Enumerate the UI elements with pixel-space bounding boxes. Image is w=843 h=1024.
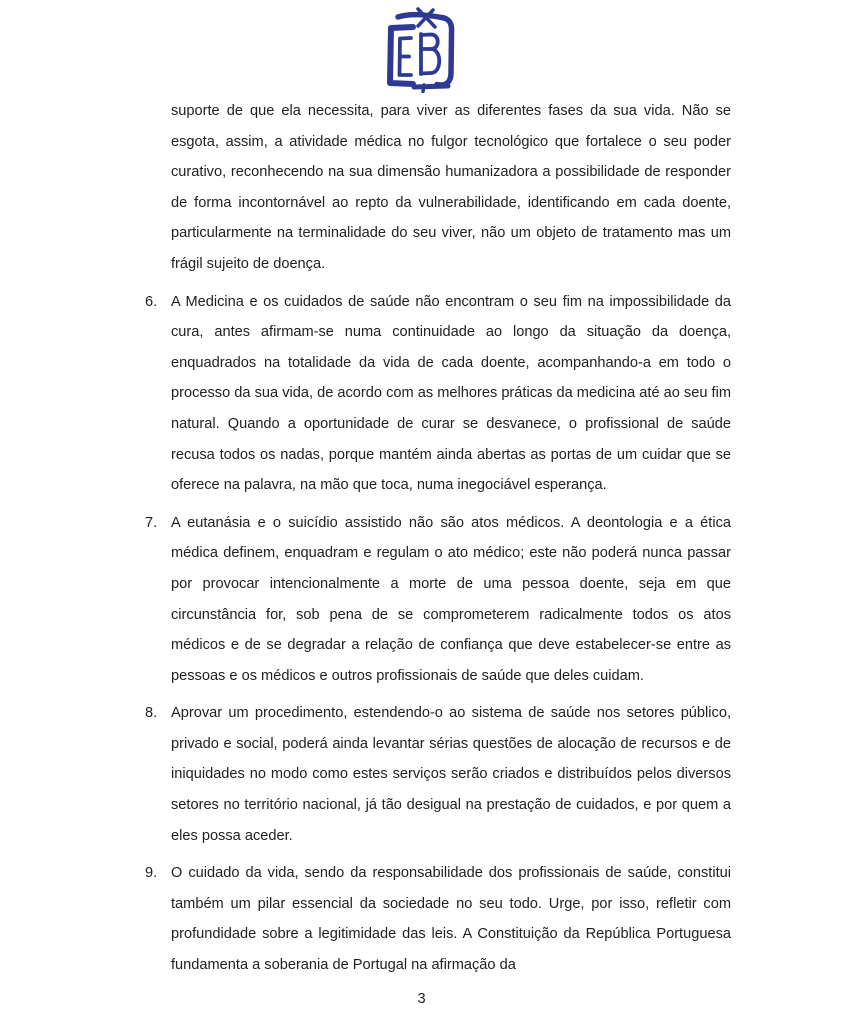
item-number: 8. [145, 705, 158, 722]
paragraph-continuation: suporte de que ela necessita, para viver as diferentes fases da sua vida. Não se esgota, assim, a atividade médica no fulgor tecnológico que fortalece o seu poder curativo, reconhecendo na sua dimensão humanizadora a possibilidade de responder de forma incontornável ao repto da vulnerabilidade, identificando em cada doente, particularmente na terminalidade do seu viver, não um objeto de tratamento mas um frágil sujeito de doença. [171, 103, 731, 272]
item-text: A Medicina e os cuidados de saúde não encontram o seu fim na impossibilidade da cura, antes afirmam-se numa continuidade ao longo da situação da doença, enquadrados na totalidade da vida de cada doente, acompanhando-a em todo o processo da sua vida, de acordo com as melhores práticas da medicina até ao seu fim natural. Quando a oportunidade de curar se desvanece, o profissional de saúde recusa todos os nadas, porque mantém ainda abertas as portas de um cuidar que se oferece na palavra, na mão que toca, numa inegociável esperança. [171, 293, 731, 494]
item-number: 7. [145, 514, 158, 531]
list-item-6 [145, 287, 731, 501]
list-item-8 [145, 698, 731, 851]
page-number: 3 [417, 991, 426, 1007]
item-number: 9. [145, 865, 158, 882]
document-body [145, 96, 731, 988]
item-text: Aprovar um procedimento, estendendo-o ao sistema de saúde nos setores público, privado e social, poderá ainda levantar sérias questões de alocação de recursos e de iniquidades no modo como estes serviços serão criados e distribuídos pelos diversos setores no território nacional, já tão desigual na prestação de cuidados, e por quem a eles possa aceder. [171, 705, 731, 844]
item-text: O cuidado da vida, sendo da responsabilidade dos profissionais de saúde, constitui também um pilar essencial da sociedade no seu todo. Urge, por isso, refletir com profundidade sobre a legitimidade das leis. A Constituição da República Portuguesa fundamenta a soberania de Portugal na afirmação da [171, 865, 731, 974]
list-item-7 [145, 508, 731, 692]
item-text: A eutanásia e o suicídio assistido não são atos médicos. A deontologia e a ética médica definem, enquadram e regulam o ato médico; este não poderá nunca passar por provocar intencionalmente a morte de uma pessoa doente, seja em que circunstância for, sob pena de se comprometerem radicalmente todos os atos médicos e de se degradar a relação de confiança que deve estabelecer-se entre as pessoas e os médicos e outros profissionais de saúde que deles cuidam. [171, 514, 731, 684]
seal-logo-icon [382, 5, 461, 93]
list-item-9 [145, 858, 731, 980]
seal-logo [382, 5, 461, 93]
item-number: 6. [145, 293, 158, 310]
